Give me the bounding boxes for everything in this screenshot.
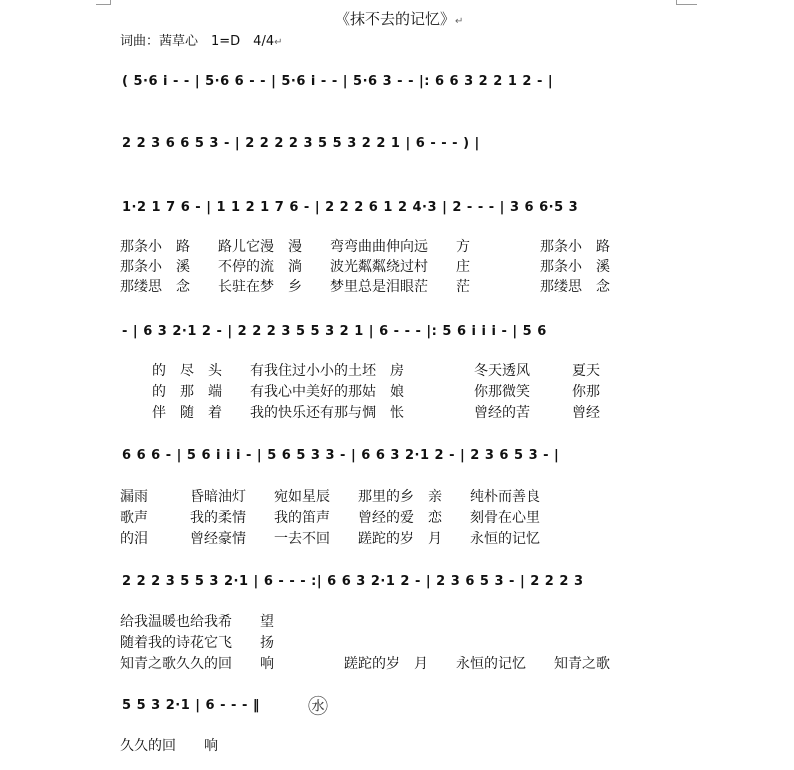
lyric-line-1c: 那缕思 念 长驻在梦 乡 梦里总是泪眼茫 茫 那缕思 念 xyxy=(120,279,610,295)
song-meta xyxy=(120,30,283,49)
notation-line-6: 2 2 2 3 5 5 3 2·1 | 6 - - - :| 6 6 3 2·1 2 - | 2 3 6 5 3 - | 2 2 2 3 xyxy=(122,574,584,589)
end-ornament: ㊌ xyxy=(308,694,328,718)
notation-line-4: - | 6 3 2·1 2 - | 2 2 2 3 5 5 3 2 1 | 6 - - - |: 5 6 i i i - | 5 6 xyxy=(122,324,547,339)
lyric-line-3a: 漏雨 昏暗油灯 宛如星辰 那里的乡 亲 纯朴而善良 xyxy=(120,489,540,505)
lyric-line-1a: 那条小 路 路儿它漫 漫 弯弯曲曲伸向远 方 那条小 路 xyxy=(120,239,610,255)
lyric-line-1b: 那条小 溪 不停的流 淌 波光粼粼绕过村 庄 那条小 溪 xyxy=(120,259,610,275)
crop-mark-right xyxy=(676,0,697,5)
song-title xyxy=(335,8,463,29)
paragraph-mark: ↵ xyxy=(455,16,464,27)
song-meta-text: 词曲：茜草心 1=D 4/4 xyxy=(120,34,275,49)
song-title-text: 《抹不去的记忆》 xyxy=(335,10,456,28)
notation-line-3: 1·2 1 7 6 - | 1 1 2 1 7 6 - | 2 2 2 6 1 2 4·3 | 2 - - - | 3 6 6·5 3 xyxy=(122,200,579,215)
notation-line-1: ( 5·6 i - - | 5·6 6 - - | 5·6 i - - | 5·6 3 - - |: 6 6 3 2 2 1 2 - | xyxy=(122,74,554,89)
lyric-line-3c: 的泪 曾经豪情 一去不回 蹉跎的岁 月 永恒的记忆 xyxy=(120,531,540,547)
lyric-line-5: 久久的回 响 xyxy=(120,738,218,754)
notation-line-7: 5 5 3 2·1 | 6 - - - ‖ xyxy=(122,698,260,713)
notation-line-2: 2 2 3 6 6 5 3 - | 2 2 2 2 3 5 5 3 2 2 1 | 6 - - - ) | xyxy=(122,136,480,151)
lyric-line-2b: 的 那 端 有我心中美好的那姑 娘 你那微笑 你那 xyxy=(152,384,600,400)
notation-line-5: 6 6 6 - | 5 6 i i i - | 5 6 5 3 3 - | 6 6 3 2·1 2 - | 2 3 6 5 3 - | xyxy=(122,448,560,463)
lyric-line-2c: 伴 随 着 我的快乐还有那与惆 怅 曾经的苦 曾经 xyxy=(152,405,600,421)
paragraph-mark: ↵ xyxy=(274,37,283,48)
lyric-line-4a: 给我温暖也给我希 望 xyxy=(120,614,274,630)
crop-mark-left xyxy=(96,0,111,5)
lyric-line-2a: 的 尽 头 有我住过小小的土坯 房 冬天透风 夏天 xyxy=(152,363,600,379)
lyric-line-3b: 歌声 我的柔情 我的笛声 曾经的爱 恋 刻骨在心里 xyxy=(120,510,540,526)
lyric-line-4c: 知青之歌久久的回 响 蹉跎的岁 月 永恒的记忆 知青之歌 xyxy=(120,656,610,672)
lyric-line-4b: 随着我的诗花它飞 扬 xyxy=(120,635,274,651)
